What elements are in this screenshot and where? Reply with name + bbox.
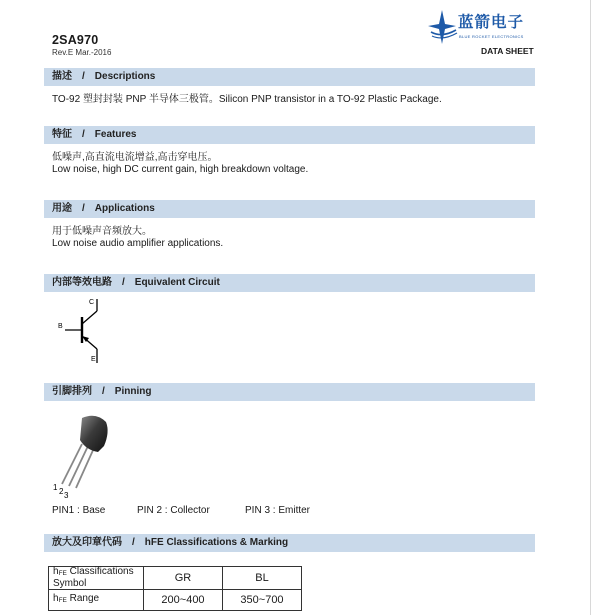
pin-number-2: 2: [59, 487, 64, 496]
table-cell-label: hFE Range: [49, 590, 144, 611]
section-title-features: 特征 / Features: [52, 129, 137, 140]
pin-number-1: 1: [53, 483, 58, 492]
descriptions-text: TO-92 塑封封装 PNP 半导体三极管。Silicon PNP transistor in a TO-92 Plastic Package.: [52, 94, 442, 105]
applications-text-cn: 用于低噪声音频放大。: [52, 226, 152, 237]
table-cell-gr: GR: [144, 567, 223, 590]
circuit-label-b: B: [58, 323, 63, 330]
circuit-label-e: E: [91, 356, 96, 363]
section-title-applications: 用途 / Applications: [52, 203, 155, 214]
pin3-label: PIN 3 : Emitter: [245, 505, 311, 516]
logo-en: BLUE ROCKET ELECTRONICS: [459, 34, 524, 39]
logo-cn: 蓝箭电子: [458, 13, 525, 31]
hfe-classification-table: [48, 566, 302, 611]
doc-type: DATA SHEET: [481, 46, 534, 56]
circuit-label-c: C: [89, 299, 95, 306]
table-row: [49, 567, 302, 590]
to92-package-icon: [52, 410, 122, 500]
table-cell-range-bl: 350~700: [223, 590, 302, 611]
table-cell-range-gr: 200~400: [144, 590, 223, 611]
features-text-en: Low noise, high DC current gain, high breakdown voltage.: [52, 164, 309, 175]
features-text-cn: 低噪声,高直流电流增益,高击穿电压。: [52, 152, 218, 163]
revision: Rev.E Mar.-2016: [52, 48, 112, 57]
table-cell-bl: BL: [223, 567, 302, 590]
table-row: [49, 590, 302, 611]
pin-number-3: 3: [64, 491, 69, 500]
part-number: 2SA970: [52, 33, 99, 47]
pin2-label: PIN 2 : Collector: [137, 505, 210, 516]
section-title-circuit: 内部等效电路 / Equivalent Circuit: [52, 277, 220, 288]
pin1-label: PIN1 : Base: [52, 505, 106, 516]
page-edge: [590, 0, 591, 615]
section-title-descriptions: 描述 / Descriptions: [52, 71, 156, 82]
section-title-pinning: 引脚排列 / Pinning: [52, 386, 152, 397]
pnp-transistor-symbol-icon: [55, 295, 115, 365]
table-cell-label: hFE Classifications Symbol: [49, 567, 144, 590]
applications-text-en: Low noise audio amplifier applications.: [52, 238, 224, 249]
section-title-classification: 放大及印章代码 / hFE Classifications & Marking: [52, 537, 289, 548]
